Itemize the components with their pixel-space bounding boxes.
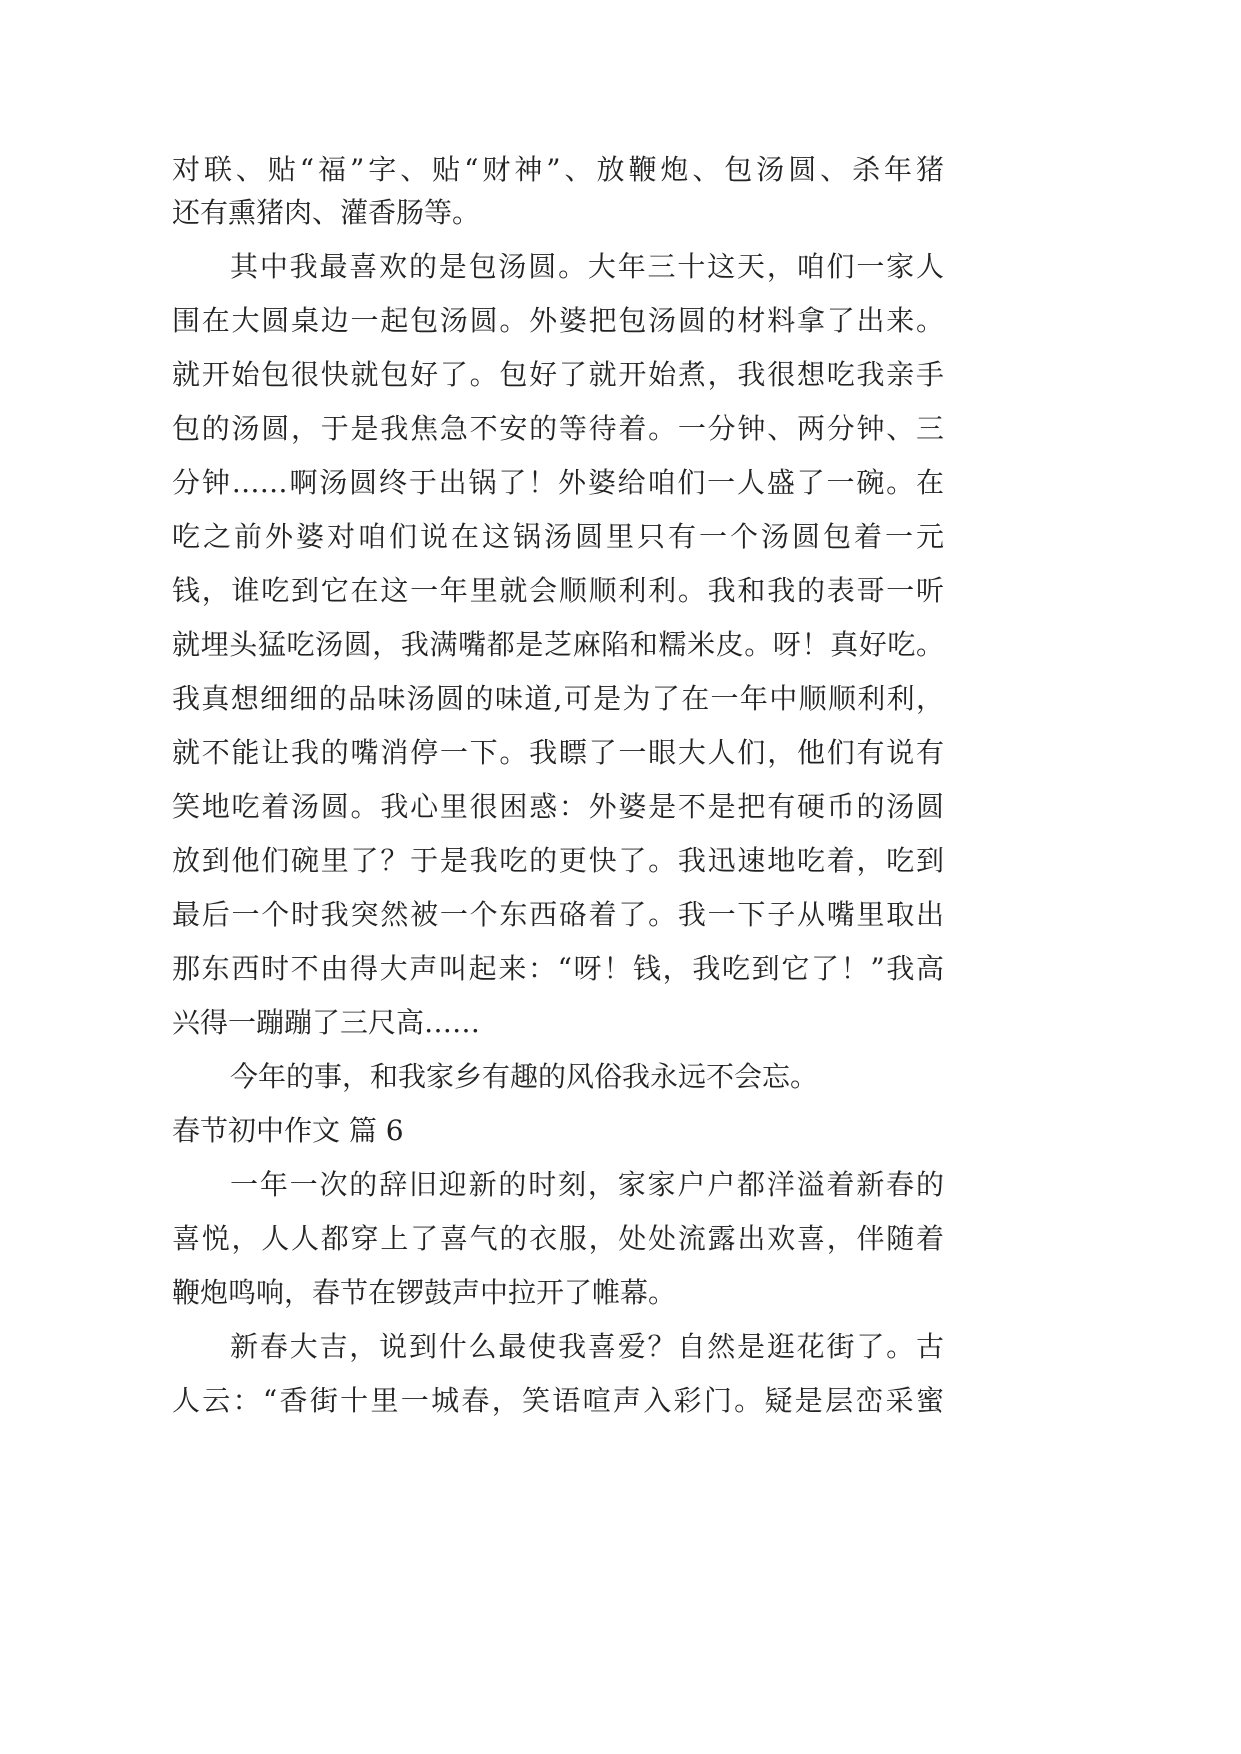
text-line: 鞭炮鸣响，春节在锣鼓声中拉开了帷幕。 (172, 1276, 677, 1309)
text-line: 我真想细细的品味汤圆的味道,可是为了在一年中顺顺利利， (172, 682, 944, 715)
text-line: 一年一次的辞旧迎新的时刻，家家户户都洋溢着新春的 (230, 1168, 944, 1201)
text-line: 分钟……啊汤圆终于出锅了！外婆给咱们一人盛了一碗。在 (172, 466, 944, 499)
paragraph (172, 240, 944, 1050)
text-line: 还有熏猪肉、灌香肠等。 (172, 196, 481, 229)
text-line: 其中我最喜欢的是包汤圆。大年三十这天，咱们一家人 (230, 250, 944, 283)
paragraph (172, 1050, 944, 1104)
text-line: 兴得一蹦蹦了三尺高…… (172, 1006, 481, 1039)
section-heading: 春节初中作文 篇 6 (172, 1114, 404, 1147)
text-line: 今年的事，和我家乡有趣的风俗我永远不会忘。 (230, 1060, 819, 1093)
text-line: 喜悦，人人都穿上了喜气的衣服，处处流露出欢喜，伴随着 (172, 1222, 944, 1255)
text-line: 就开始包很快就包好了。包好了就开始煮，我很想吃我亲手 (172, 358, 944, 391)
text-line: 就不能让我的嘴消停一下。我瞟了一眼大人们，他们有说有 (172, 736, 944, 769)
paragraph (172, 1158, 944, 1320)
text-line: 最后一个时我突然被一个东西硌着了。我一下子从嘴里取出 (172, 898, 944, 931)
text-line: 放到他们碗里了？于是我吃的更快了。我迅速地吃着，吃到 (172, 844, 944, 877)
text-line: 包的汤圆，于是我焦急不安的等待着。一分钟、两分钟、三 (172, 412, 944, 445)
document-body (172, 143, 944, 1428)
text-line: 钱，谁吃到它在这一年里就会顺顺利利。我和我的表哥一听 (172, 574, 944, 607)
text-line: 围在大圆桌边一起包汤圆。外婆把包汤圆的材料拿了出来。 (172, 304, 944, 337)
paragraph (172, 1320, 944, 1428)
text-line: 就埋头猛吃汤圆，我满嘴都是芝麻陷和糯米皮。呀！真好吃。 (172, 628, 944, 661)
text-line: 对联、贴“福”字、贴“财神”、放鞭炮、包汤圆、杀年猪 (172, 153, 944, 186)
text-line: 笑地吃着汤圆。我心里很困惑：外婆是不是把有硬币的汤圆 (172, 790, 944, 823)
text-line: 新春大吉，说到什么最使我喜爱？自然是逛花街了。古 (230, 1330, 944, 1363)
text-line: 人云：“香街十里一城春，笑语喧声入彩门。疑是层峦采蜜 (172, 1384, 944, 1417)
paragraph (172, 143, 944, 240)
text-line: 吃之前外婆对咱们说在这锅汤圆里只有一个汤圆包着一元 (172, 520, 944, 553)
section-heading-container (172, 1104, 944, 1158)
text-line: 那东西时不由得大声叫起来：“呀！钱，我吃到它了！”我高 (172, 952, 944, 985)
